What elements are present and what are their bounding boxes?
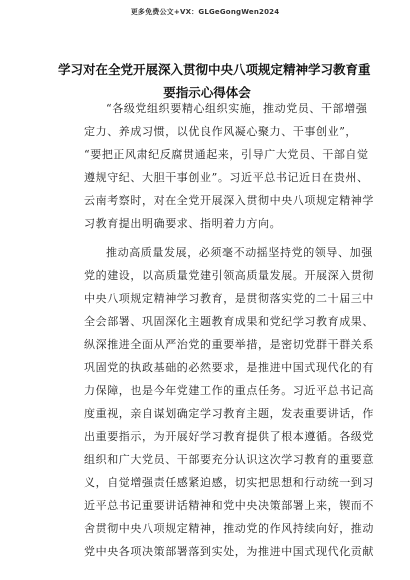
body-line: 党中央各项决策部署落到实处，为推进中国式现代化贡献 bbox=[84, 545, 374, 558]
body-line: “要把正风肃纪反腐贯通起来，引导广大党员、干部自觉 bbox=[84, 148, 369, 161]
body-line: 出重要指示，为开展好学习教育提供了根本遵循。各级党 bbox=[84, 430, 374, 443]
body-line: 中央八项规定精神学习教育，是贯彻落实党的二十届三中 bbox=[84, 292, 374, 305]
body-line: 定力、养成习惯，以优良作风凝心聚力、干事创业”， bbox=[84, 125, 358, 138]
body-line: 巩固党的执政基础的必然要求，是推进中国式现代化的有 bbox=[84, 361, 374, 374]
body-line: 推动高质量发展，必须毫不动摇坚持党的领导、加强 bbox=[106, 246, 373, 259]
body-line: 近平总书记重要讲话精神和党中央决策部署上来，锲而不 bbox=[84, 499, 374, 512]
document-title-line-1: 学习对在全党开展深入贯彻中央八项规定精神学习教育重 bbox=[58, 62, 371, 77]
body-line: 全会部署、巩固深化主题教育成果和党纪学习教育成果、 bbox=[84, 315, 374, 328]
body-line: 义，自觉增强责任感紧迫感，切实把思想和行动统一到习 bbox=[84, 476, 374, 489]
body-line: 党的建设，以高质量党建引领高质量发展。开展深入贯彻 bbox=[84, 269, 374, 282]
body-line: 习教育提出明确要求、指明着力方向。 bbox=[84, 217, 282, 230]
document-title-line-2: 要指示心得体会 bbox=[163, 85, 251, 100]
body-line: 舍贯彻中央八项规定精神，推动党的作风持续向好，推动 bbox=[84, 522, 374, 535]
body-line: 云南考察时，对在全党开展深入贯彻中央八项规定精神学 bbox=[84, 194, 374, 207]
header-note: 更多免费公文+VX：GLGeGongWen2024 bbox=[130, 8, 280, 16]
body-line: 力保障，也是今年党建工作的重点任务。习近平总书记高 bbox=[84, 384, 374, 397]
body-line: 纵深推进全面从严治党的重要举措，是密切党群干群关系 bbox=[84, 338, 374, 351]
body-line: 组织和广大党员、干部要充分认识这次学习教育的重要意 bbox=[84, 453, 374, 466]
body-line: 度重视，亲自谋划确定学习教育主题，发表重要讲话，作 bbox=[84, 407, 374, 420]
body-line: “各级党组织要精心组织实施，推动党员、干部增强 bbox=[106, 102, 368, 115]
body-line: 遵规守纪、大胆干事创业”。习近平总书记近日在贵州、 bbox=[84, 171, 369, 184]
